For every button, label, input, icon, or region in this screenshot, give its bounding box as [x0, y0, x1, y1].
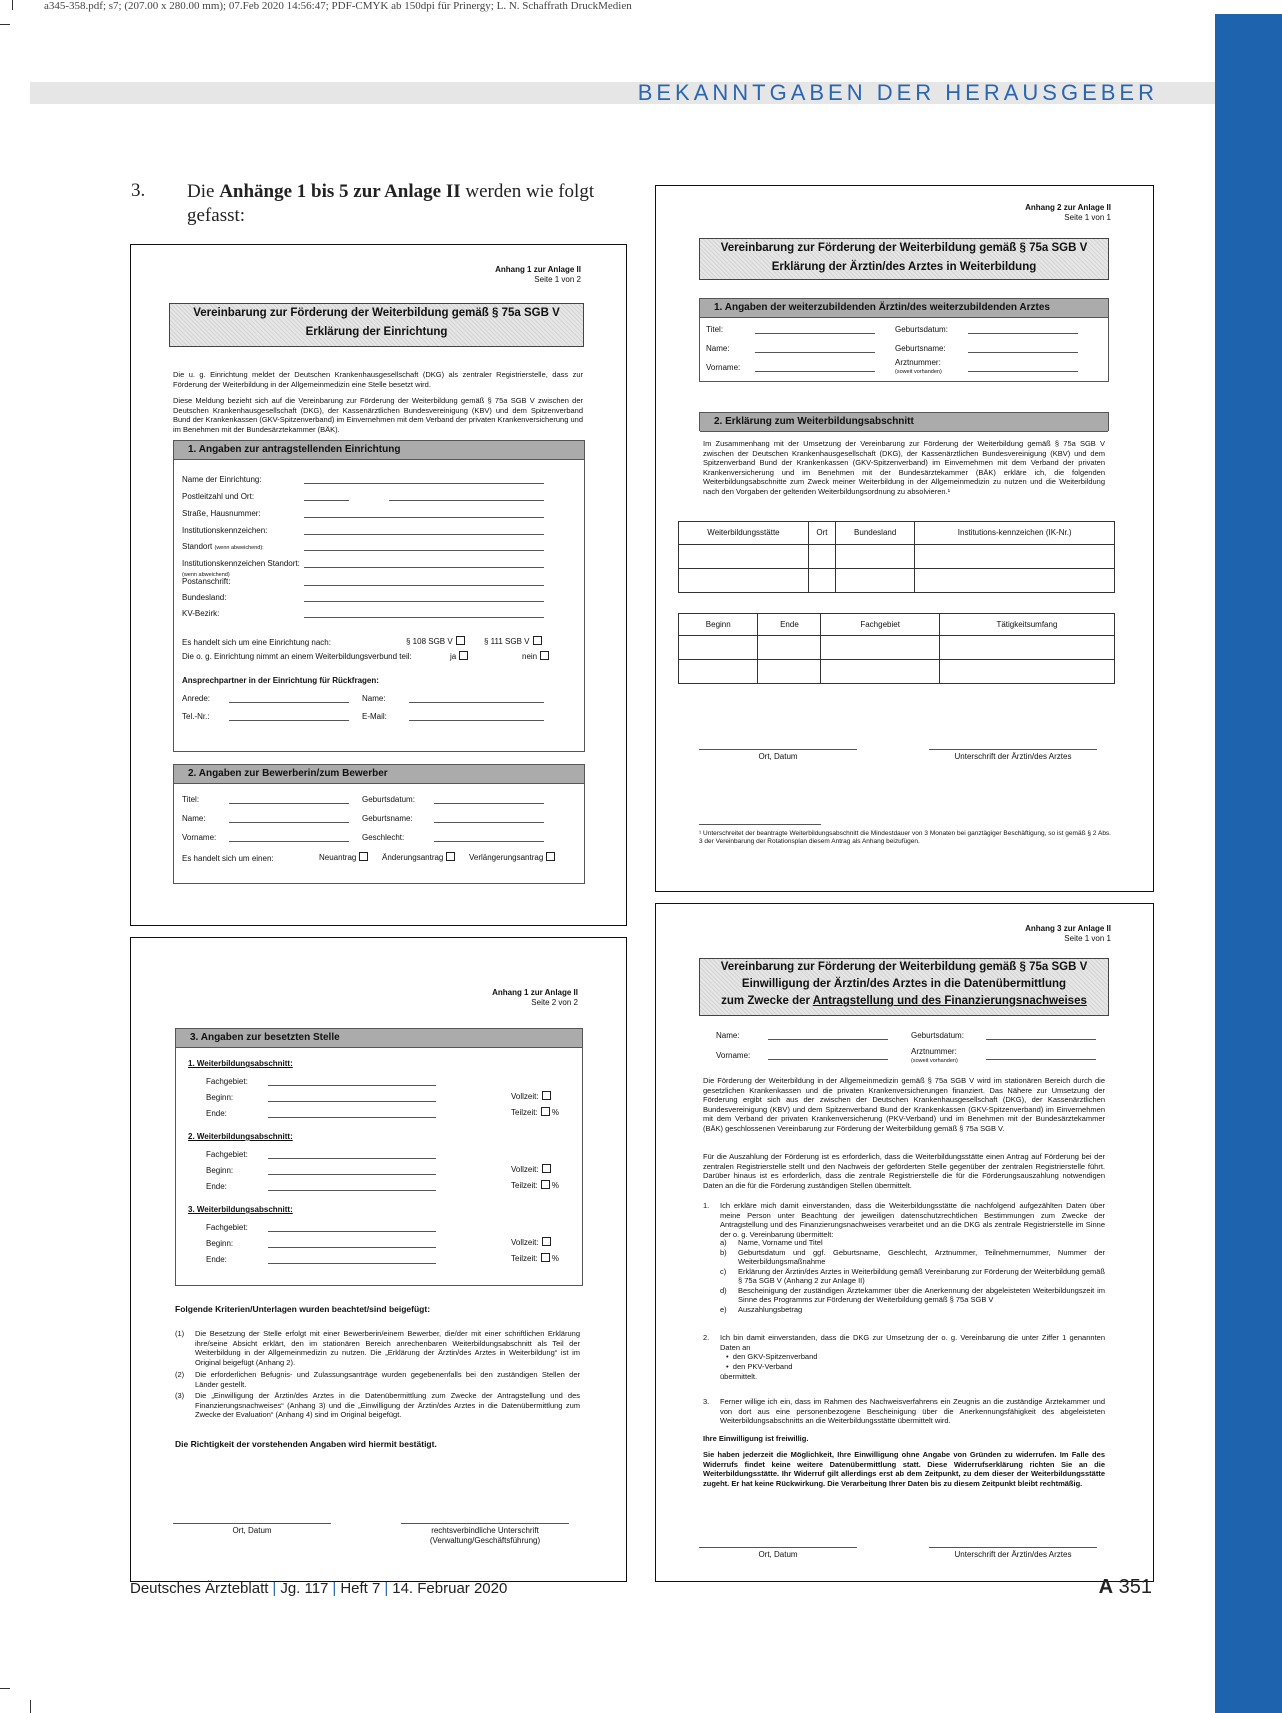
- field-label: Beginn:: [206, 1093, 234, 1102]
- ende-field[interactable]: [268, 1263, 436, 1264]
- crop-mark: [0, 24, 10, 25]
- recipient-list: [726, 1352, 1026, 1371]
- form-title: Vereinbarung zur Förderung der Weiterbildung gemäß § 75a SGB V Erklärung der Ärztin/des Arztes in Weiterbildung: [699, 238, 1109, 280]
- field-label: Geburtsname:: [362, 814, 413, 823]
- section-abschnitt: [699, 412, 1109, 431]
- anhang-label: Anhang 2 zur Anlage II Seite 1 von 1: [1025, 203, 1111, 222]
- tel-field[interactable]: [229, 720, 349, 721]
- table-cell[interactable]: [939, 636, 1114, 660]
- postanschrift-field[interactable]: [304, 585, 544, 586]
- field-label: Name:: [706, 344, 730, 353]
- criteria-item: Die „Einwilligung der Ärztin/des Arztes in die Datenübermittlung zum Zwecke der Antragstellung und des Finanzierungsnachweises“ (Anhang 3) und die „Einwilligung der Ärztin/des Arztes in die Datenübermittlung zum Zwecke der Evaluation“ (Anhang 4) sind im Original beigefügt.: [195, 1391, 580, 1419]
- name-field[interactable]: [229, 822, 349, 823]
- intro-number: 3.: [131, 180, 146, 201]
- field-label: Standort (wenn abweichend):: [182, 542, 264, 551]
- field-label: Geburtsdatum:: [895, 325, 948, 334]
- item-number: 1.: [703, 1201, 710, 1210]
- widerruf-note: Sie haben jederzeit die Möglichkeit, Ihre Einwilligung ohne Angabe von Gründen zu widerrufen. Im Falle des Widerrufs findet keine weitere Datenübermittlung statt. Diese Widerrufserklärung richten Sie an die Weiterbildungsstätte. Ihr Widerruf gilt allerdings erst ab dem Zeitpunkt, zu dem dieser der Weiterbildungsstätte zugeht. Er hat keine Rückwirkung. Die Verarbeitung Ihrer Daten bis zu diesem Zeitpunkt bleibt rechtmäßig.: [703, 1450, 1105, 1488]
- field-label: Geschlecht:: [362, 833, 405, 842]
- document-anhang3: [655, 903, 1154, 1582]
- table-header: Bundesland: [835, 522, 914, 545]
- consent-item: Ich bin damit einverstanden, dass die DKG zur Umsetzung der o. g. Vereinbarung die unter Ziffer 1 genannten Daten an: [720, 1333, 1105, 1352]
- field-label: Titel:: [182, 795, 200, 804]
- checkbox-vollzeit[interactable]: Vollzeit:: [511, 1091, 551, 1102]
- signature-label: rechtsverbindliche Unterschrift (Verwaltung/Geschäftsführung): [429, 1526, 541, 1545]
- form-title: Vereinbarung zur Förderung der Weiterbildung gemäß § 75a SGB V Erklärung der Einrichtung: [169, 303, 584, 347]
- list-item: [720, 1267, 1105, 1286]
- geburtsname-field[interactable]: [968, 352, 1078, 353]
- kv-bezirk-field[interactable]: [304, 617, 544, 618]
- field-label: Straße, Hausnummer:: [182, 509, 261, 518]
- checkbox-vollzeit[interactable]: Vollzeit:: [511, 1164, 551, 1175]
- signature-label: Unterschrift der Ärztin/des Arztes: [954, 1550, 1072, 1559]
- list-item: [720, 1305, 1105, 1315]
- field-label: Geburtsdatum:: [911, 1031, 964, 1040]
- journal-name: Deutsches Ärzteblatt: [130, 1580, 269, 1597]
- signature-line[interactable]: [699, 749, 857, 750]
- table-header: Ort: [808, 522, 835, 545]
- table-cell[interactable]: [835, 545, 914, 569]
- field-label: Vorname:: [182, 833, 217, 842]
- table-cell[interactable]: [758, 636, 821, 660]
- list-item: [720, 1238, 1105, 1248]
- table-cell[interactable]: [679, 569, 809, 593]
- intro-paragraph: Diese Meldung bezieht sich auf die Vereinbarung zur Förderung der Weiterbildung gemäß § 75a SGB V zwischen der Deutschen Krankenhausgesellschaft (DKG), der Kassenärztlichen Bundesvereinigung (KBV) und dem Spitzenverband Bund der Krankenkassen (GKV-Spitzenverband) im Einvernehmen mit dem Verband der privaten Krankenversicherung und im Benehmen mit der Bundesärztekammer (BÄK).: [173, 396, 583, 434]
- table-cell[interactable]: [808, 569, 835, 593]
- field-label: Fachgebiet:: [206, 1077, 248, 1086]
- field-label: Titel:: [706, 325, 724, 334]
- checkbox-108[interactable]: § 108 SGB V: [406, 636, 465, 647]
- paragraph: Für die Auszahlung der Förderung ist es erforderlich, dass die Weiterbildungsstätte einen Antrag auf Förderung bei der zentralen Registrierstelle stellt und den Nachweis der geförderten Stelle gegenüber der zentralen Registrierstelle führt. Darüber hinaus ist es erforderlich, dass die zentrale Registrierstelle die für die Förderungsauszahlung notwendigen Daten an die für die Förderung zuständigen Stellen übermittelt.: [703, 1152, 1105, 1190]
- signature-label: Ort, Datum: [232, 1526, 272, 1535]
- checkbox-teilzeit[interactable]: Teilzeit: %: [511, 1181, 560, 1190]
- weiterbildungsstaette-table: [678, 521, 1115, 593]
- titel-field[interactable]: [755, 333, 875, 334]
- accent-side-bar: [1215, 14, 1282, 1713]
- intro-text: Die Anhänge 1 bis 5 zur Anlage II werden wie folgt gefasst:: [187, 181, 595, 226]
- field-label: Vorname:: [716, 1051, 751, 1060]
- section-bewerber: [173, 764, 585, 884]
- field-label: Tel.-Nr.:: [182, 712, 210, 721]
- plz-field[interactable]: [304, 500, 349, 501]
- signature-line[interactable]: [699, 1547, 857, 1548]
- signature-line[interactable]: [401, 1523, 569, 1524]
- checkbox-neuantrag[interactable]: Neuantrag: [319, 852, 368, 863]
- checkbox-nein[interactable]: nein: [522, 651, 549, 662]
- item-number: 3.: [703, 1397, 710, 1406]
- field-label: Anrede:: [182, 694, 211, 703]
- section-title: BEKANNTGABEN DER HERAUSGEBER: [637, 80, 1158, 105]
- criteria-item: Die Besetzung der Stelle erfolgt mit einer Bewerberin/einem Bewerber, die/der mit einer schriftlichen Erklärung ihre/seine Absicht erklärt, den im stationären Bereich anrechenbaren Weiterbildungsabschnitt als Teil der Weiterbildung in der Allgemeinmedizin zu nutzen. Die „Erklärung der Ärztin/des Arztes in Weiterbildung“ ist im Original beigefügt (Anhang 2).: [195, 1329, 580, 1367]
- issue: Heft 7: [340, 1580, 381, 1597]
- page-footer: Deutsches Ärzteblatt | Jg. 117 | Heft 7 | 14. Februar 2020: [130, 1580, 508, 1597]
- anrede-field[interactable]: [229, 702, 349, 703]
- table-cell[interactable]: [679, 636, 758, 660]
- signature-line[interactable]: [929, 749, 1097, 750]
- abschnitt-heading: 3. Weiterbildungsabschnitt:: [188, 1205, 293, 1214]
- crop-mark: [30, 1700, 31, 1713]
- ende-field[interactable]: [268, 1117, 436, 1118]
- field-label: Institutionskennzeichen Standort: (wenn abweichend): [182, 559, 300, 578]
- criteria-heading: Folgende Kriterien/Unterlagen wurden beachtet/sind beigefügt:: [175, 1304, 431, 1314]
- section-arzt: [699, 298, 1109, 382]
- titel-field[interactable]: [229, 803, 349, 804]
- signature-label: Ort, Datum: [758, 752, 798, 761]
- section-header: 1. Angaben der weiterzubildenden Ärztin/des weiterzubildenden Arztes: [700, 299, 1108, 318]
- freiwillig-note: Ihre Einwilligung ist freiwillig.: [703, 1434, 809, 1443]
- field-label: Name:: [182, 814, 206, 823]
- crop-mark: [12, 0, 13, 10]
- field-label: Ende:: [206, 1109, 227, 1118]
- geschlecht-field[interactable]: [434, 841, 544, 842]
- anhang-label: Anhang 1 zur Anlage II Seite 2 von 2: [492, 988, 578, 1007]
- paragraph: übermittelt.: [720, 1372, 758, 1381]
- abschnitt-heading: 2. Weiterbildungsabschnitt:: [188, 1132, 293, 1141]
- checkbox-111[interactable]: § 111 SGB V: [484, 636, 542, 647]
- question-label: Es handelt sich um einen:: [182, 854, 274, 863]
- document-anhang1-page1: [130, 244, 627, 926]
- anhang-label: Anhang 3 zur Anlage II Seite 1 von 1: [1025, 924, 1111, 943]
- question-label: Die o. g. Einrichtung nimmt an einem Weiterbildungsverbund teil:: [182, 652, 412, 661]
- consent-item: Ferner willige ich ein, dass im Rahmen des Nachweisverfahrens ein Zeugnis an die zuständige Ärztekammer und von dort aus eine personenbezogene Bescheinigung über die Anerkennungsfähigkeit des abgeleisteten Weiterbildungsabschnitts an die Weiterbildungsstätte übermittelt wird.: [720, 1397, 1105, 1425]
- document-anhang1-page2: [130, 937, 627, 1582]
- beginn-field[interactable]: [268, 1247, 436, 1248]
- arztnummer-field[interactable]: [968, 371, 1078, 372]
- section-header: 3. Angaben zur besetzten Stelle: [176, 1029, 582, 1048]
- checkbox-ja[interactable]: ja: [450, 651, 468, 662]
- list-item: [720, 1248, 1105, 1267]
- table-cell[interactable]: [758, 660, 821, 684]
- beginn-field[interactable]: [268, 1101, 436, 1102]
- vorname-field[interactable]: [768, 1059, 888, 1060]
- list-item-key: b): [720, 1247, 727, 1257]
- data-list: [720, 1238, 1105, 1314]
- name-field[interactable]: [768, 1039, 888, 1040]
- street-field[interactable]: [304, 517, 544, 518]
- field-label: Bundesland:: [182, 593, 227, 602]
- section-header: 2. Angaben zur Bewerberin/zum Bewerber: [174, 765, 584, 784]
- standort-field[interactable]: [304, 550, 544, 551]
- geburtsdatum-field[interactable]: [434, 803, 544, 804]
- footnote-separator: [699, 824, 821, 825]
- criteria-number: (1): [175, 1329, 185, 1338]
- table-cell[interactable]: [808, 545, 835, 569]
- table-header: Ende: [758, 614, 821, 636]
- confirmation-text: Die Richtigkeit der vorstehenden Angaben wird hiermit bestätigt.: [175, 1439, 437, 1449]
- field-label: Institutionskennzeichen:: [182, 526, 268, 535]
- table-cell[interactable]: [679, 660, 758, 684]
- ort-field[interactable]: [389, 500, 544, 501]
- field-label: Postanschrift:: [182, 577, 231, 586]
- criteria-item: Die erforderlichen Befugnis- und Zulassungsanträge wurden gegebenenfalls bei den zuständigen Stellen der Länder gestellt.: [195, 1370, 580, 1389]
- table-header: Tätigkeitsumfang: [939, 614, 1114, 636]
- checkbox-vollzeit[interactable]: Vollzeit:: [511, 1237, 551, 1248]
- name-field[interactable]: [755, 352, 875, 353]
- vorname-field[interactable]: [755, 371, 875, 372]
- list-item-text: Auszahlungsbetrag: [738, 1304, 803, 1314]
- list-item: • den PKV-Verband: [726, 1361, 793, 1371]
- field-label: Ende:: [206, 1182, 227, 1191]
- table-cell[interactable]: [939, 660, 1114, 684]
- geburtsname-field[interactable]: [434, 822, 544, 823]
- field-label: Name der Einrichtung:: [182, 475, 262, 484]
- list-item-text: Geburtsdatum und ggf. Geburtsname, Geschlecht, Arztnummer, Teilnehmernummer, Nummer der Weiterbildungsmaßnahme: [738, 1247, 1105, 1266]
- checkbox-teilzeit[interactable]: Teilzeit: %: [511, 1254, 560, 1263]
- field-label: Name:: [716, 1031, 740, 1040]
- ik-standort-field[interactable]: [304, 567, 544, 568]
- checkbox-teilzeit[interactable]: Teilzeit: %: [511, 1108, 560, 1117]
- declaration-paragraph: Im Zusammenhang mit der Umsetzung der Vereinbarung zur Förderung der Weiterbildung gemäß § 75a SGB V zwischen der Deutschen Krankenhausgesellschaft (DKG), der Kassenärztlichen Bundesvereinigung (KBV) und dem Spitzenverband Bund der Krankenkassen (GKV-Spitzenverband) im Einvernehmen mit dem Verband der privaten Krankenversicherung und im Benehmen mit der Bundesärztekammer (BÄK) erkläre ich, die folgenden Weiterbildungsabschnitte zum Zweck meiner Weiterbildung in der Allgemeinmedizin zu nutzen und die Weiterbildung nach den Vorgaben der geltenden Weiterbildungsordnung zu absolvieren.¹: [703, 439, 1105, 496]
- field-label: E-Mail:: [362, 712, 387, 721]
- field-label: Ende:: [206, 1255, 227, 1264]
- item-number: 2.: [703, 1333, 710, 1342]
- field-label: Beginn:: [206, 1239, 234, 1248]
- table-header: Fachgebiet: [821, 614, 939, 636]
- field-label: Postleitzahl und Ort:: [182, 492, 255, 501]
- email-field[interactable]: [409, 720, 544, 721]
- list-item-key: d): [720, 1285, 727, 1295]
- abschnitt-heading: 1. Weiterbildungsabschnitt:: [188, 1059, 293, 1068]
- page-number: A 351: [1098, 1576, 1152, 1598]
- fachgebiet-field[interactable]: [268, 1231, 436, 1232]
- section-header: 2. Erklärung zum Weiterbildungsabschnitt: [700, 413, 1108, 432]
- contact-name-field[interactable]: [409, 702, 544, 703]
- list-item-key: a): [720, 1238, 727, 1247]
- field-label: Vorname:: [706, 363, 741, 372]
- anhang-label: Anhang 1 zur Anlage II Seite 1 von 2: [495, 265, 581, 284]
- question-label: Es handelt sich um eine Einrichtung nach:: [182, 638, 331, 647]
- geburtsdatum-field[interactable]: [968, 333, 1078, 334]
- list-item-text: Bescheinigung der zuständigen Ärztekammer über die Anerkennung der abgeleisteten Weiterbildungszeit im Sinne des Programms zur Förderung der Weiterbildung gemäß § 75a SGB V: [738, 1285, 1105, 1304]
- signature-label: Ort, Datum: [758, 1550, 798, 1559]
- fachgebiet-field[interactable]: [268, 1085, 436, 1086]
- section-einrichtung: [173, 440, 585, 752]
- ik-field[interactable]: [304, 534, 544, 535]
- section-besetzte-stelle: [175, 1028, 583, 1286]
- checkbox-verlaengerungsantrag[interactable]: Verlängerungsantrag: [469, 852, 555, 863]
- criteria-number: (2): [175, 1370, 185, 1379]
- table-cell[interactable]: [915, 545, 1115, 569]
- print-meta-line: a345-358.pdf; s7; (207.00 x 280.00 mm); 07.Feb 2020 14:56:47; PDF-CMYK ab 150dpi für Prinergy; L. N. Schaffrath DruckMedien: [44, 0, 632, 12]
- volume: Jg. 117: [280, 1580, 329, 1597]
- section-header: 1. Angaben zur antragstellenden Einrichtung: [174, 441, 584, 460]
- einrichtung-name-field[interactable]: [304, 483, 544, 484]
- field-label: KV-Bezirk:: [182, 609, 220, 618]
- geburtsdatum-field[interactable]: [986, 1039, 1096, 1040]
- field-label: Geburtsdatum:: [362, 795, 415, 804]
- list-item-text: Erklärung der Ärztin/des Arztes in Weiterbildung gemäß Vereinbarung zur Förderung der Weiterbildung gemäß § 75a SGB V (Anhang 2 zur Anlage II): [738, 1266, 1105, 1285]
- table-cell[interactable]: [821, 660, 939, 684]
- arztnummer-field[interactable]: [986, 1059, 1096, 1060]
- table-header: Institutions-kennzeichen (IK-Nr.): [915, 522, 1115, 545]
- document-anhang2: [655, 185, 1154, 892]
- field-label: Fachgebiet:: [206, 1223, 248, 1232]
- signature-label: Unterschrift der Ärztin/des Arztes: [954, 752, 1072, 761]
- field-label: Geburtsname:: [895, 344, 946, 353]
- list-item-key: e): [720, 1304, 727, 1314]
- paragraph: Die Förderung der Weiterbildung in der Allgemeinmedizin gemäß § 75a SGB V wird im stationären Bereich durch die gesetzlichen Krankenkassen und die privaten Krankenversicherungen finanziert. Das Nähere zur Umsetzung der Förderung ergibt sich aus der zwischen der Deutschen Krankenhausgesellschaft (DKG), der Kassenärztlichen Bundesvereinigung (KBV) und dem Spitzenverband Bund der Krankenkassen (GKV-Spitzenverband) im Einvernehmen mit dem Verband der privaten Krankenversicherung (PKV-Verband) und im Benehmen mit der Bundesärztekammer (BÄK) geschlossenen Vereinbarung zur Förderung der Weiterbildung gemäß § 75a SGB V.: [703, 1076, 1105, 1133]
- criteria-number: (3): [175, 1391, 185, 1400]
- table-cell[interactable]: [821, 636, 939, 660]
- ende-field[interactable]: [268, 1190, 436, 1191]
- field-label: Beginn:: [206, 1166, 234, 1175]
- list-item-key: c): [720, 1266, 727, 1276]
- issue-date: 14. Februar 2020: [392, 1580, 508, 1597]
- signature-line[interactable]: [929, 1547, 1097, 1548]
- fachgebiet-field[interactable]: [268, 1158, 436, 1159]
- footnote: ¹ Unterschreitet der beantragte Weiterbildungsabschnitt die Mindestdauer von 3 Monaten bei ganztägiger Beschäftigung, so ist gemäß § 2 Abs. 3 der Vereinbarung der Rotationsplan diesem Antrag als Anhang beizufügen.: [699, 830, 1111, 845]
- bundesland-field[interactable]: [304, 601, 544, 602]
- list-item-text: Name, Vorname und Titel: [738, 1238, 823, 1247]
- consent-item: Ich erkläre mich damit einverstanden, dass die Weiterbildungsstätte die nachfolgend aufgezählten Daten über meine Person unter Beachtung der jeweiligen datenschutzrechtlichen Bestimmungen zum Zwecke der Antragstellung und des Finanzierungsnachweises verarbeitet und an die DKG als zentrale Registrierstelle im Sinne der o. g. Vereinbarung übermittelt:: [720, 1201, 1105, 1239]
- field-label: Arztnummer: (soweit vorhanden): [911, 1047, 958, 1064]
- crop-mark: [0, 1688, 10, 1689]
- table-header: Weiterbildungsstätte: [679, 522, 809, 545]
- form-title: Vereinbarung zur Förderung der Weiterbildung gemäß § 75a SGB V Einwilligung der Ärztin/des Arztes in die Datenübermittlung zum Zwecke der Antragstellung und des Finanzierungsnachweises: [699, 958, 1109, 1016]
- table-cell[interactable]: [679, 545, 809, 569]
- table-header: Beginn: [679, 614, 758, 636]
- table-cell[interactable]: [835, 569, 914, 593]
- field-label: Fachgebiet:: [206, 1150, 248, 1159]
- list-item: [720, 1286, 1105, 1305]
- contact-heading: Ansprechpartner in der Einrichtung für Rückfragen:: [182, 676, 379, 685]
- table-cell[interactable]: [915, 569, 1115, 593]
- list-item: • den GKV-Spitzenverband: [726, 1352, 818, 1361]
- field-label: Name:: [362, 694, 386, 703]
- beginn-field[interactable]: [268, 1174, 436, 1175]
- intro-paragraph: Die u. g. Einrichtung meldet der Deutschen Krankenhausgesellschaft (DKG) als zentraler Registrierstelle, dass zur Förderung der Weiterbildung in der Allgemeinmedizin eine Stelle besetzt wird.: [173, 370, 583, 389]
- field-label: Arztnummer: (soweit vorhanden): [895, 358, 942, 375]
- vorname-field[interactable]: [229, 841, 349, 842]
- checkbox-aenderungsantrag[interactable]: Änderungsantrag: [382, 852, 455, 863]
- signature-line[interactable]: [173, 1523, 331, 1524]
- zeitraum-table: [678, 613, 1115, 684]
